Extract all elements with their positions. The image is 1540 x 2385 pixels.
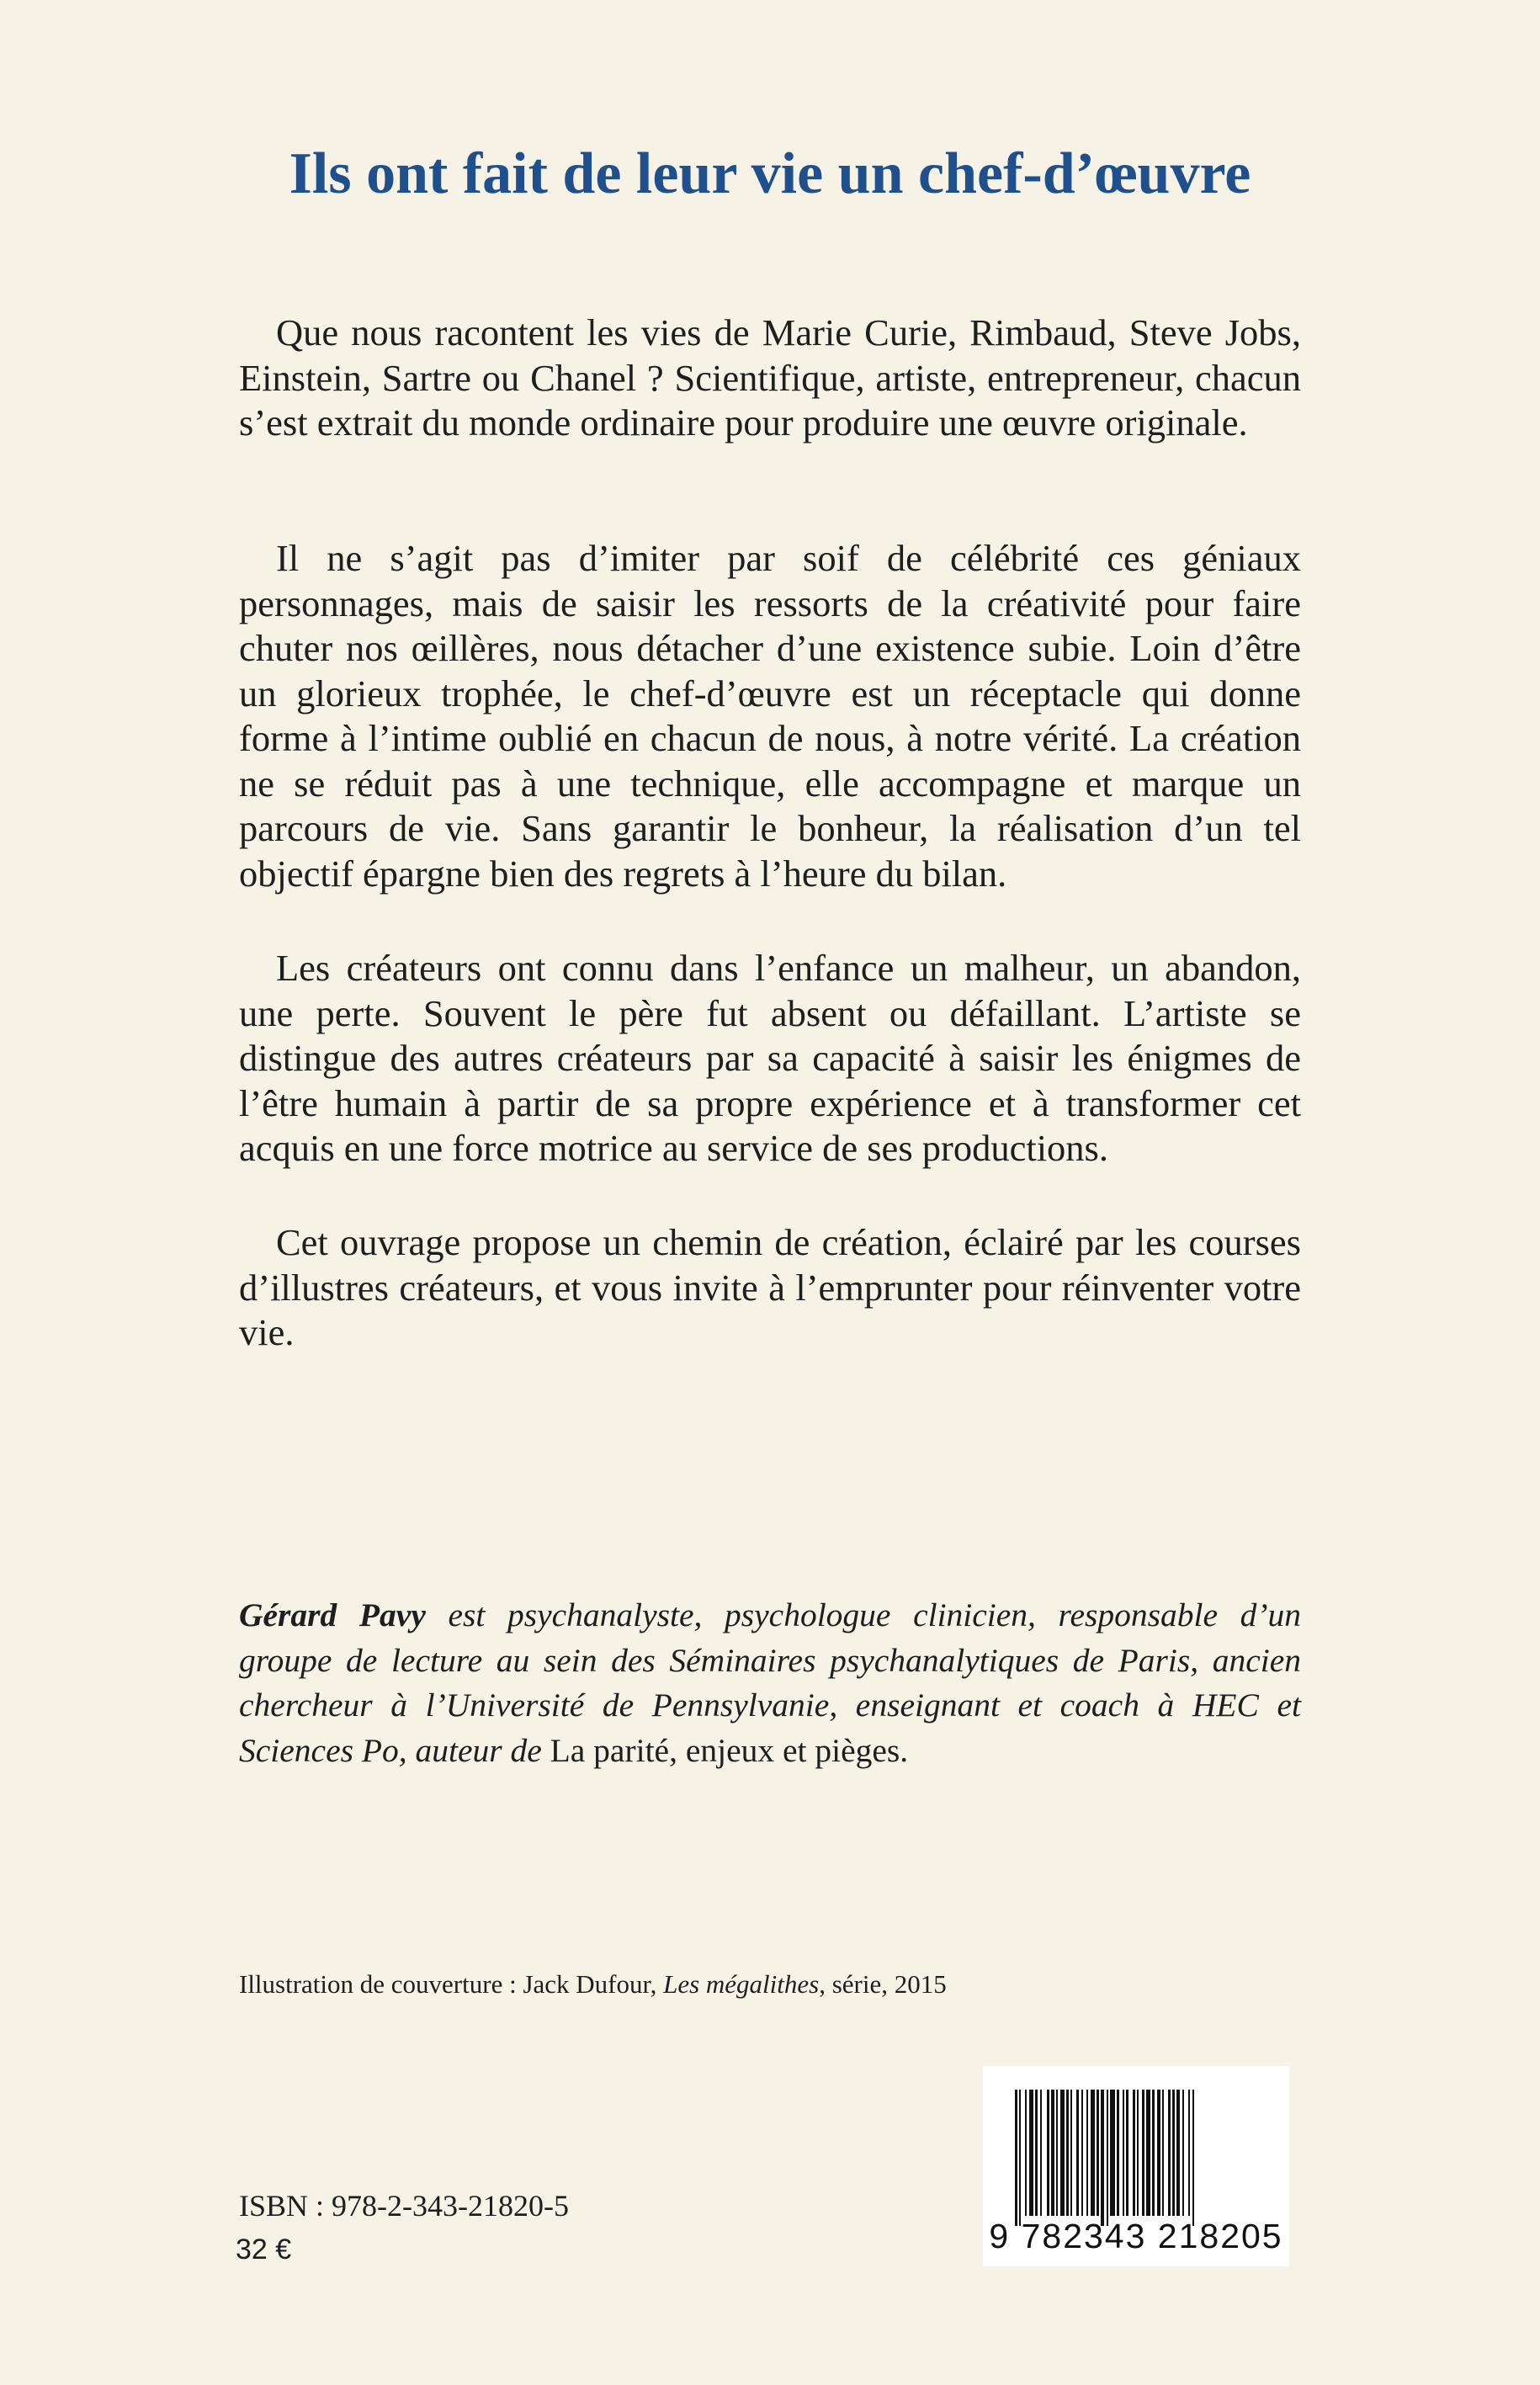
barcode-digits: 9 782343 218205 [989, 2217, 1283, 2255]
blurb-paragraph-4 [239, 1220, 1301, 1356]
author-bio-text: est psychanalyste, psychologue clinicien, responsable d’un groupe de lecture au sein des Séminaires psychanalytiques de Paris, ancien chercheur à l’Université de Pennsylvanie, enseignant et coach à HEC et Sciences Po, auteur de [239, 1596, 1301, 1769]
illustration-credit [239, 1968, 947, 2001]
paragraph-text: Cet ouvrage propose un chemin de création, éclairé par les courses d’illustres créateurs, et vous invite à l’emprunter pour réinventer votre vie. [239, 1221, 1301, 1353]
previous-book-title: La parité, enjeux et pièges. [550, 1731, 909, 1769]
credit-prefix: Illustration de couverture : Jack Dufour, [239, 1969, 664, 1999]
barcode [983, 2066, 1289, 2266]
paragraph-text: Il ne s’agit pas d’imiter par soif de célébrité ces géniaux personnages, mais de saisir les ressorts de la créativité pour faire chuter nos œillères, nous détacher d’une existence subie. Loin d’être un glorieux trophée, le chef-d’œuvre est un réceptacle qui donne forme à l’intime oublié en chacun de nous, à notre vérité. La création ne se réduit pas à une technique, elle accompagne et marque un parcours de vie. Sans garantir le bonheur, la réalisation d’un tel objectif épargne bien des regrets à l’heure du bilan. [239, 537, 1301, 895]
paragraph-text: Que nous racontent les vies de Marie Curie, Rimbaud, Steve Jobs, Einstein, Sartre ou Chanel ? Scientifique, artiste, entrepreneur, chacun s’est extrait du monde ordinaire pour produire une œuvre originale. [239, 311, 1301, 444]
isbn: ISBN : 978-2-343-21820-5 [239, 2189, 569, 2223]
paragraph-text: Les créateurs ont connu dans l’enfance un malheur, un abandon, une perte. Souvent le père fut absent ou défaillant. L’artiste se distingue des autres créateurs par sa capacité à saisir les énigmes de l’être humain à partir de sa propre expérience et à transformer cet acquis en une force motrice au service de ses productions. [239, 947, 1301, 1169]
blurb-paragraph-3 [239, 946, 1301, 1171]
price: 32 € [236, 2234, 292, 2265]
author-bio [239, 1593, 1301, 1773]
credit-artwork: Les mégalithes [663, 1969, 820, 1999]
blurb-paragraph-1 [239, 311, 1301, 446]
author-name: Gérard Pavy [239, 1596, 426, 1633]
blurb-paragraph-2 [239, 536, 1301, 896]
credit-suffix: , série, 2015 [819, 1969, 947, 1999]
book-title: Ils ont fait de leur vie un chef-d’œuvre [289, 141, 1251, 206]
